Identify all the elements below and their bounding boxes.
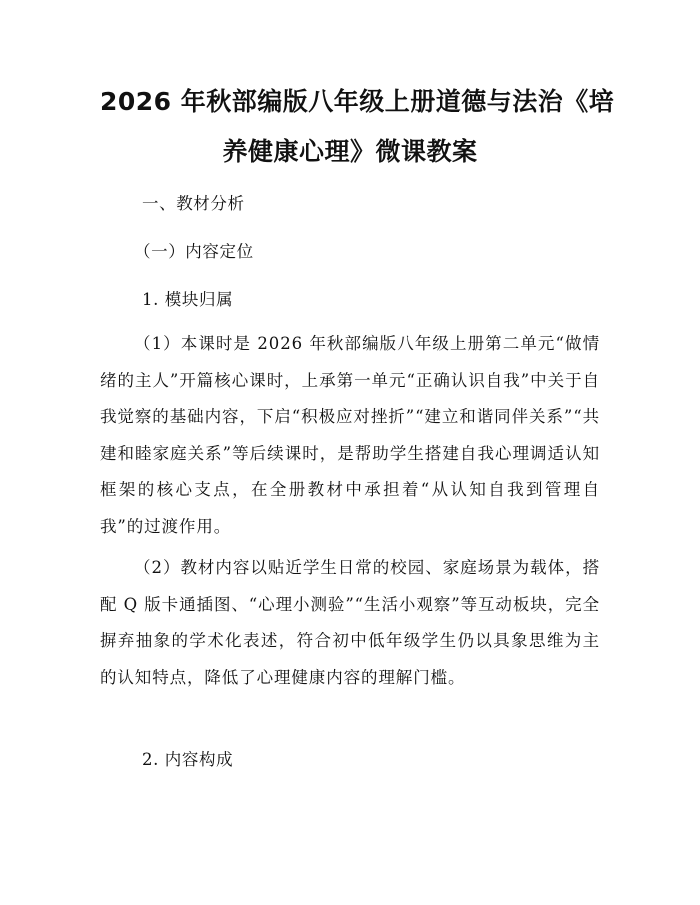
document-title-line-2: 养健康心理》微课教案	[222, 137, 478, 166]
document-title-line-1: 2026 年秋部编版八年级上册道德与法治《培	[100, 87, 615, 116]
subsection-heading-content-positioning: （一）内容定位	[134, 242, 254, 261]
item-heading-content-composition: 2. 内容构成	[142, 750, 234, 769]
section-heading-textbook-analysis: 一、教材分析	[142, 194, 245, 213]
item-heading-module-belonging: 1. 模块归属	[142, 290, 234, 309]
paragraph-2: （2）教材内容以贴近学生日常的校园、家庭场景为载体，搭配 Q 版卡通插图、“心理小测验”“生活小观察”等互动板块，完全摒弃抽象的学术化表述，符合初中低年级学生仍以具象思维为主的认知特点，降低了心理健康内容的理解门槛。	[100, 558, 600, 687]
paragraph-1: （1）本课时是 2026 年秋部编版八年级上册第二单元“做情绪的主人”开篇核心课时，上承第一单元“正确认识自我”中关于自我觉察的基础内容，下启“积极应对挫折”“建立和谐同伴关系”“共建和睦家庭关系”等后续课时，是帮助学生搭建自我心理调适认知框架的核心支点，在全册教材中承担着“从认知自我到管理自我”的过渡作用。	[100, 334, 600, 536]
